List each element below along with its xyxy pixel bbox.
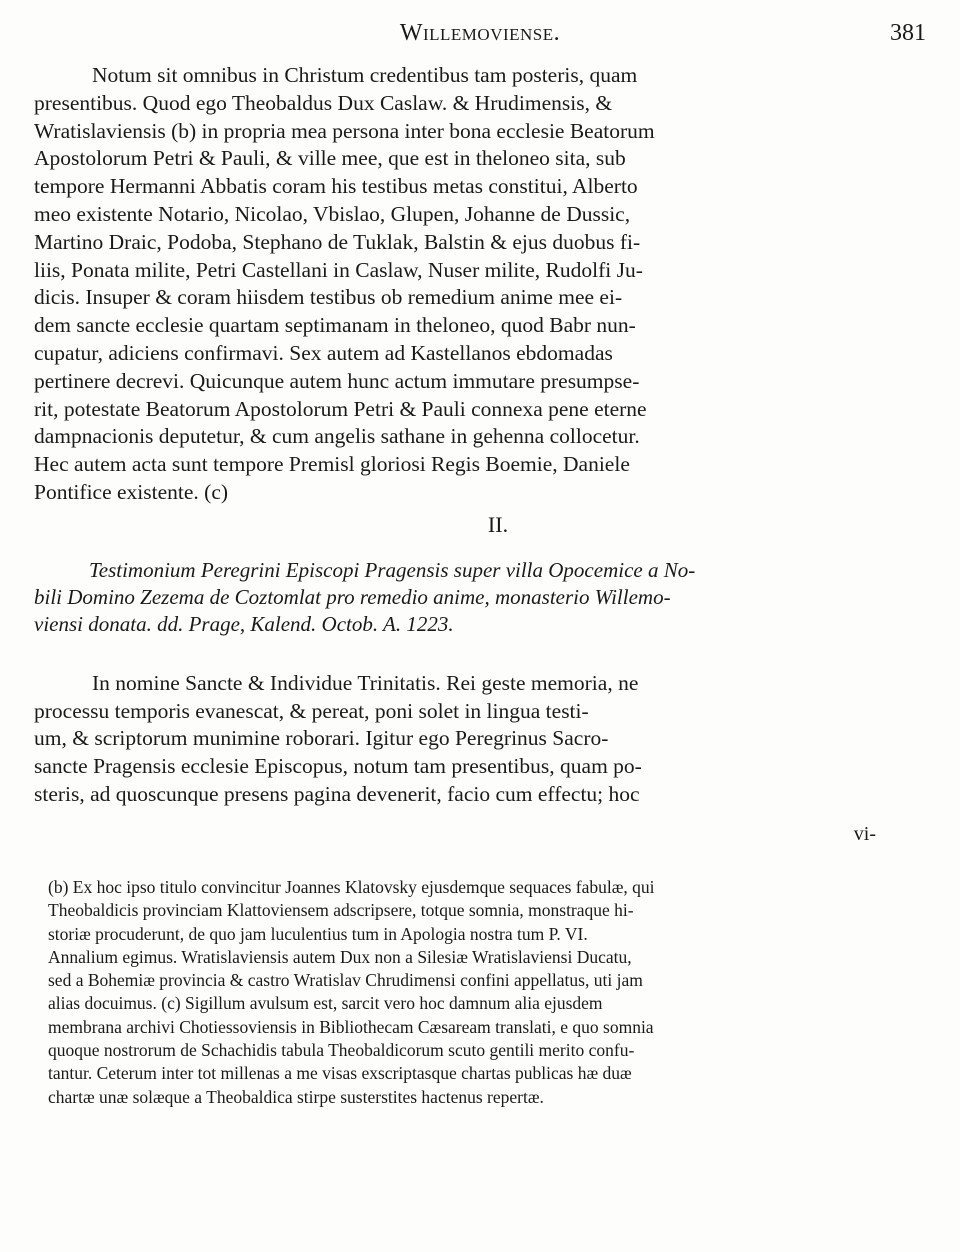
- text-line: processu temporis evanescat, & pereat, poni solet in lingua testi-: [34, 698, 589, 723]
- heading-line: bili Domino Zezema de Coztomlat pro remedio anime, monasterio Willemo-: [34, 584, 671, 609]
- text-line: Pontifice existente. (c): [34, 479, 229, 504]
- heading-line: Testimonium Peregrini Episcopi Pragensis super villa Opocemice a No-: [89, 557, 696, 582]
- footnote-line: tantur. Ceterum inter tot millenas a me visas exscriptasque chartas publicas hæ duæ: [48, 1063, 632, 1084]
- text-line: Martino Draic, Podoba, Stephano de Tuklak, Balstin & ejus duobus fi-: [34, 229, 641, 254]
- text-line: Notum sit omnibus in Christum credentibus tam posteris, quam: [92, 63, 638, 87]
- footnote-line: Annalium egimus. Wratislaviensis autem Dux non a Silesiæ Wratislaviensi Ducatu,: [48, 946, 632, 967]
- text-line: Wratislaviensis (b) in propria mea persona inter bona ecclesie Beatorum: [34, 118, 655, 143]
- running-title: Willemoviense.: [399, 20, 561, 46]
- heading-line: viensi donata. dd. Prage, Kalend. Octob. A. 1223.: [34, 611, 454, 636]
- footnote-line: quoque nostrorum de Schachidis tabula Theobaldicorum scuto gentili merito confu-: [48, 1040, 635, 1061]
- text-line: cupatur, adiciens confirmavi. Sex autem ad Kastellanos ebdomadas: [34, 340, 613, 365]
- text-line: pertinere decrevi. Quicunque autem hunc actum immutare presumpse-: [34, 368, 640, 393]
- running-head: [34, 20, 926, 52]
- charter-text: [34, 62, 882, 507]
- footnote-line: Theobaldicis provinciam Klattoviensem adscripsere, totque somnia, monstraque hi-: [48, 900, 634, 921]
- text-line: meo existente Notario, Nicolao, Vbislao, Glupen, Johanne de Dussic,: [34, 201, 631, 226]
- text-line: presentibus. Quod ego Theobaldus Dux Caslaw. & Hrudimensis, &: [34, 90, 613, 115]
- document-heading: [34, 557, 882, 638]
- text-line: um, & scriptorum munimine roborari. Igitur ego Peregrinus Sacro-: [34, 726, 609, 751]
- footnote-line: storiæ procuderunt, de quo jam luculentius tum in Apologia nostra tum P. VI.: [48, 923, 588, 944]
- second-charter-text: [34, 670, 882, 809]
- text-line: sancte Pragensis ecclesie Episcopus, notum tam presentibus, quam po-: [34, 754, 642, 779]
- footnote-line: (b) Ex hoc ipso titulo convincitur Joannes Klatovsky ejusdemque sequaces fabulæ, qui: [48, 877, 655, 897]
- footnote-line: alias docuimus. (c) Sigillum avulsum est, sarcit vero hoc damnum alia ejusdem: [48, 993, 603, 1014]
- page-number: 381: [890, 20, 926, 46]
- main-text: [34, 62, 882, 809]
- footnote-line: chartæ unæ solæque a Theobaldica stirpe susterstites hactenus repertæ.: [48, 1086, 544, 1107]
- text-line: steris, ad quoscunque presens pagina devenerit, facio cum effectu; hoc: [34, 781, 640, 806]
- text-line: liis, Ponata milite, Petri Castellani in Caslaw, Nuser milite, Rudolfi Ju-: [34, 257, 643, 282]
- section-number: II.: [487, 511, 509, 537]
- footnotes: [48, 876, 878, 1109]
- text-line: Hec autem acta sunt tempore Premisl gloriosi Regis Boemie, Daniele: [34, 452, 630, 477]
- footnote-line: sed a Bohemiæ provincia & castro Wratislav Chrudimensi confini appellatus, uti jam: [48, 970, 643, 991]
- footnote-line: membrana archivi Chotiessoviensis in Bibliothecam Cæsaream translati, e quo somnia: [48, 1016, 654, 1037]
- text-line: rit, potestate Beatorum Apostolorum Petri & Pauli connexa pene eterne: [34, 396, 647, 421]
- text-line: dampnacionis deputetur, & cum angelis sathane in gehenna collocetur.: [34, 424, 640, 449]
- text-line: Apostolorum Petri & Pauli, & ville mee, que est in theloneo sita, sub: [34, 146, 626, 171]
- catchword: vi-: [853, 823, 876, 845]
- text-line: In nomine Sancte & Individue Trinitatis. Rei geste memoria, ne: [92, 670, 639, 695]
- text-line: dicis. Insuper & coram hiisdem testibus ob remedium anime mee ei-: [34, 285, 623, 310]
- text-line: tempore Hermanni Abbatis coram his testibus metas constitui, Alberto: [34, 174, 638, 199]
- text-line: dem sancte ecclesie quartam septimanam in theloneo, quod Babr nun-: [34, 313, 636, 338]
